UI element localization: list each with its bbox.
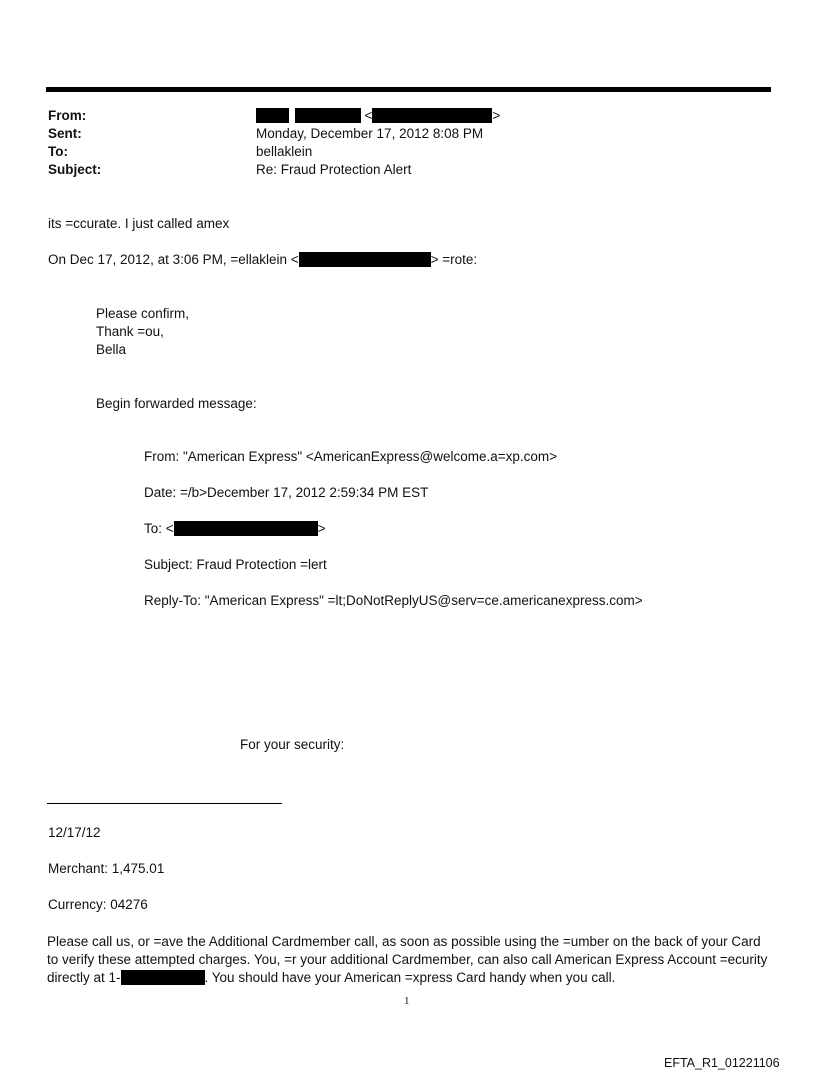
security-heading: For your security: bbox=[240, 737, 345, 752]
date-line: 12/17/12 bbox=[48, 825, 101, 840]
fwd-subject: Subject: Fraud Protection =lert bbox=[144, 557, 327, 572]
from-gt: > bbox=[492, 108, 501, 123]
quote-suffix: > =rote: bbox=[430, 252, 478, 267]
quote-prefix: On Dec 17, 2012, at 3:06 PM, =ellaklein < bbox=[48, 252, 299, 267]
section-divider bbox=[47, 803, 282, 804]
fwd-to-prefix: To: < bbox=[144, 521, 174, 536]
currency-line: Currency: 04276 bbox=[48, 897, 148, 912]
bates-number: EFTA_R1_01221106 bbox=[664, 1056, 780, 1070]
to-label: To: bbox=[48, 144, 68, 159]
from-label: From: bbox=[48, 108, 87, 123]
fwd-date: Date: =/b>December 17, 2012 2:59:34 PM EST bbox=[144, 485, 429, 500]
redaction-box bbox=[256, 108, 289, 123]
confirm-line-1: Please confirm, bbox=[96, 306, 190, 321]
instructions-paragraph bbox=[47, 933, 772, 987]
subject-value: Re: Fraud Protection Alert bbox=[256, 162, 412, 177]
quote-attribution bbox=[48, 251, 477, 269]
fwd-reply-to: Reply-To: "American Express" =lt;DoNotReplyUS@serv=ce.americanexpress.com> bbox=[144, 593, 643, 608]
from-lt: < bbox=[364, 108, 373, 123]
para-part-2: . You should have your American =xpress Card handy when you call. bbox=[204, 970, 616, 985]
header-divider bbox=[46, 87, 771, 92]
redaction-box bbox=[121, 970, 205, 985]
sent-label: Sent: bbox=[48, 126, 82, 141]
to-value: bellaklein bbox=[256, 144, 313, 159]
confirm-line-2: Thank =ou, bbox=[96, 324, 164, 339]
redaction-box bbox=[299, 252, 431, 267]
merchant-line: Merchant: 1,475.01 bbox=[48, 861, 165, 876]
subject-label: Subject: bbox=[48, 162, 102, 177]
sent-value: Monday, December 17, 2012 8:08 PM bbox=[256, 126, 484, 141]
para-part-1: Please call us, or =ave the Additional Cardmember call, as soon as possible using the =umber on the back of your Card to verify these attempted charges. You, =r your additional Cardmember, can also call American Express Account =ecurity directly at 1- bbox=[47, 934, 768, 985]
confirm-line-3: Bella bbox=[96, 342, 127, 357]
fwd-to-suffix: > bbox=[317, 521, 326, 536]
redaction-box bbox=[372, 108, 492, 123]
fwd-to bbox=[144, 520, 326, 538]
page-number: 1 bbox=[404, 995, 410, 1007]
fwd-from: From: "American Express" <AmericanExpress@welcome.a=xp.com> bbox=[144, 449, 558, 464]
redaction-box bbox=[174, 521, 318, 536]
redaction-box bbox=[295, 108, 361, 123]
from-value bbox=[256, 107, 500, 125]
forward-heading: Begin forwarded message: bbox=[96, 396, 257, 411]
reply-line: its =ccurate. I just called amex bbox=[48, 216, 230, 231]
